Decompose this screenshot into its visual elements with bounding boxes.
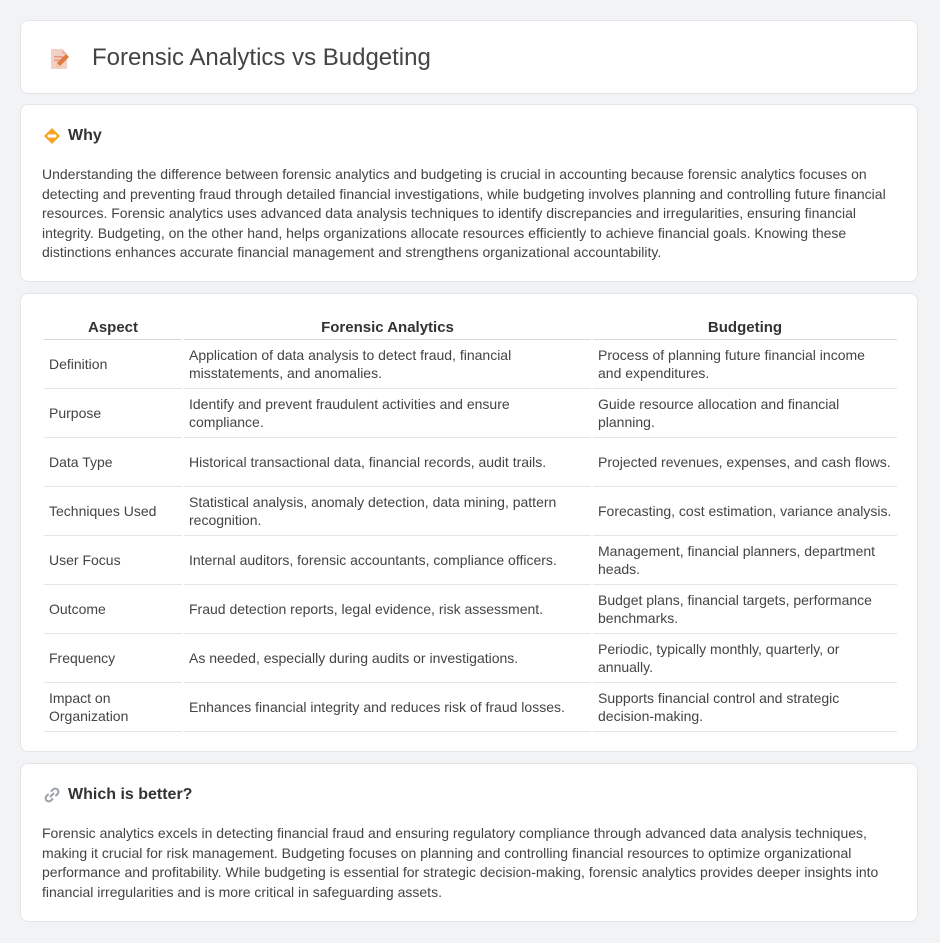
table-row [44, 438, 897, 487]
better-text: Forensic analytics excels in detecting financial fraud and ensuring regulatory compliance through advanced data analysis techniques, making it crucial for risk management. Budgeting focuses on planning and controlling financial resources to optimize organizational performance and profitability. While budgeting is essential for strategic decision-making, forensic analytics provides deeper insights into financial irregularities and is more critical in safeguarding assets. [42, 825, 879, 900]
table-header-row [44, 316, 897, 340]
forensic-cell: As needed, especially during audits or investigations. [184, 634, 591, 683]
budgeting-cell: Forecasting, cost estimation, variance analysis. [593, 487, 897, 536]
budgeting-cell: Supports financial control and strategic decision-making. [593, 683, 897, 732]
comparison-table [42, 316, 899, 732]
budgeting-cell: Process of planning future financial income and expenditures. [593, 340, 897, 389]
aspect-cell: Frequency [44, 634, 182, 683]
better-title: Which is better? [68, 786, 193, 803]
why-title: Why [68, 127, 102, 144]
aspect-cell: User Focus [44, 536, 182, 585]
column-header-aspect: Aspect [44, 316, 182, 340]
forensic-cell: Statistical analysis, anomaly detection, data mining, pattern recognition. [184, 487, 591, 536]
budgeting-cell: Guide resource allocation and financial planning. [593, 389, 897, 438]
why-heading [43, 127, 102, 145]
aspect-cell: Definition [44, 340, 182, 389]
aspect-cell: Techniques Used [44, 487, 182, 536]
better-heading [43, 786, 192, 804]
table-row [44, 340, 897, 389]
budgeting-cell: Budget plans, financial targets, performance benchmarks. [593, 585, 897, 634]
which-is-better-card [20, 763, 918, 922]
table-row [44, 585, 897, 634]
column-header-forensic-analytics: Forensic Analytics [184, 316, 591, 340]
why-text: Understanding the difference between forensic analytics and budgeting is crucial in accounting because forensic analytics focuses on detecting and preventing fraud through detailed financial investigations, while budgeting involves planning and controlling future financial resources. Forensic analytics uses advanced data analysis techniques to identify discrepancies and irregularities, ensuring financial integrity. Budgeting, on the other hand, helps organizations allocate resources efficiently to achieve financial goals. Knowing these distinctions enhances accurate financial management and strengthens organizational accountability. [42, 166, 886, 260]
aspect-cell: Purpose [44, 389, 182, 438]
forensic-cell: Enhances financial integrity and reduces risk of fraud losses. [184, 683, 591, 732]
forensic-cell: Internal auditors, forensic accountants, compliance officers. [184, 536, 591, 585]
document-pencil-icon [47, 47, 71, 71]
table-row [44, 487, 897, 536]
table-row [44, 536, 897, 585]
table-row [44, 683, 897, 732]
aspect-cell: Impact on Organization [44, 683, 182, 732]
budgeting-cell: Periodic, typically monthly, quarterly, or annually. [593, 634, 897, 683]
link-icon [43, 786, 61, 804]
table-row [44, 634, 897, 683]
budgeting-cell: Management, financial planners, department heads. [593, 536, 897, 585]
warning-diamond-icon [43, 127, 61, 145]
page-title: Forensic Analytics vs Budgeting [92, 44, 431, 71]
column-header-budgeting: Budgeting [593, 316, 897, 340]
header-card [20, 20, 918, 94]
forensic-cell: Application of data analysis to detect fraud, financial misstatements, and anomalies. [184, 340, 591, 389]
comparison-card [20, 293, 918, 752]
forensic-cell: Historical transactional data, financial records, audit trails. [184, 438, 591, 487]
forensic-cell: Identify and prevent fraudulent activities and ensure compliance. [184, 389, 591, 438]
aspect-cell: Outcome [44, 585, 182, 634]
why-card [20, 104, 918, 282]
aspect-cell: Data Type [44, 438, 182, 487]
table-row [44, 389, 897, 438]
forensic-cell: Fraud detection reports, legal evidence, risk assessment. [184, 585, 591, 634]
budgeting-cell: Projected revenues, expenses, and cash flows. [593, 438, 897, 487]
